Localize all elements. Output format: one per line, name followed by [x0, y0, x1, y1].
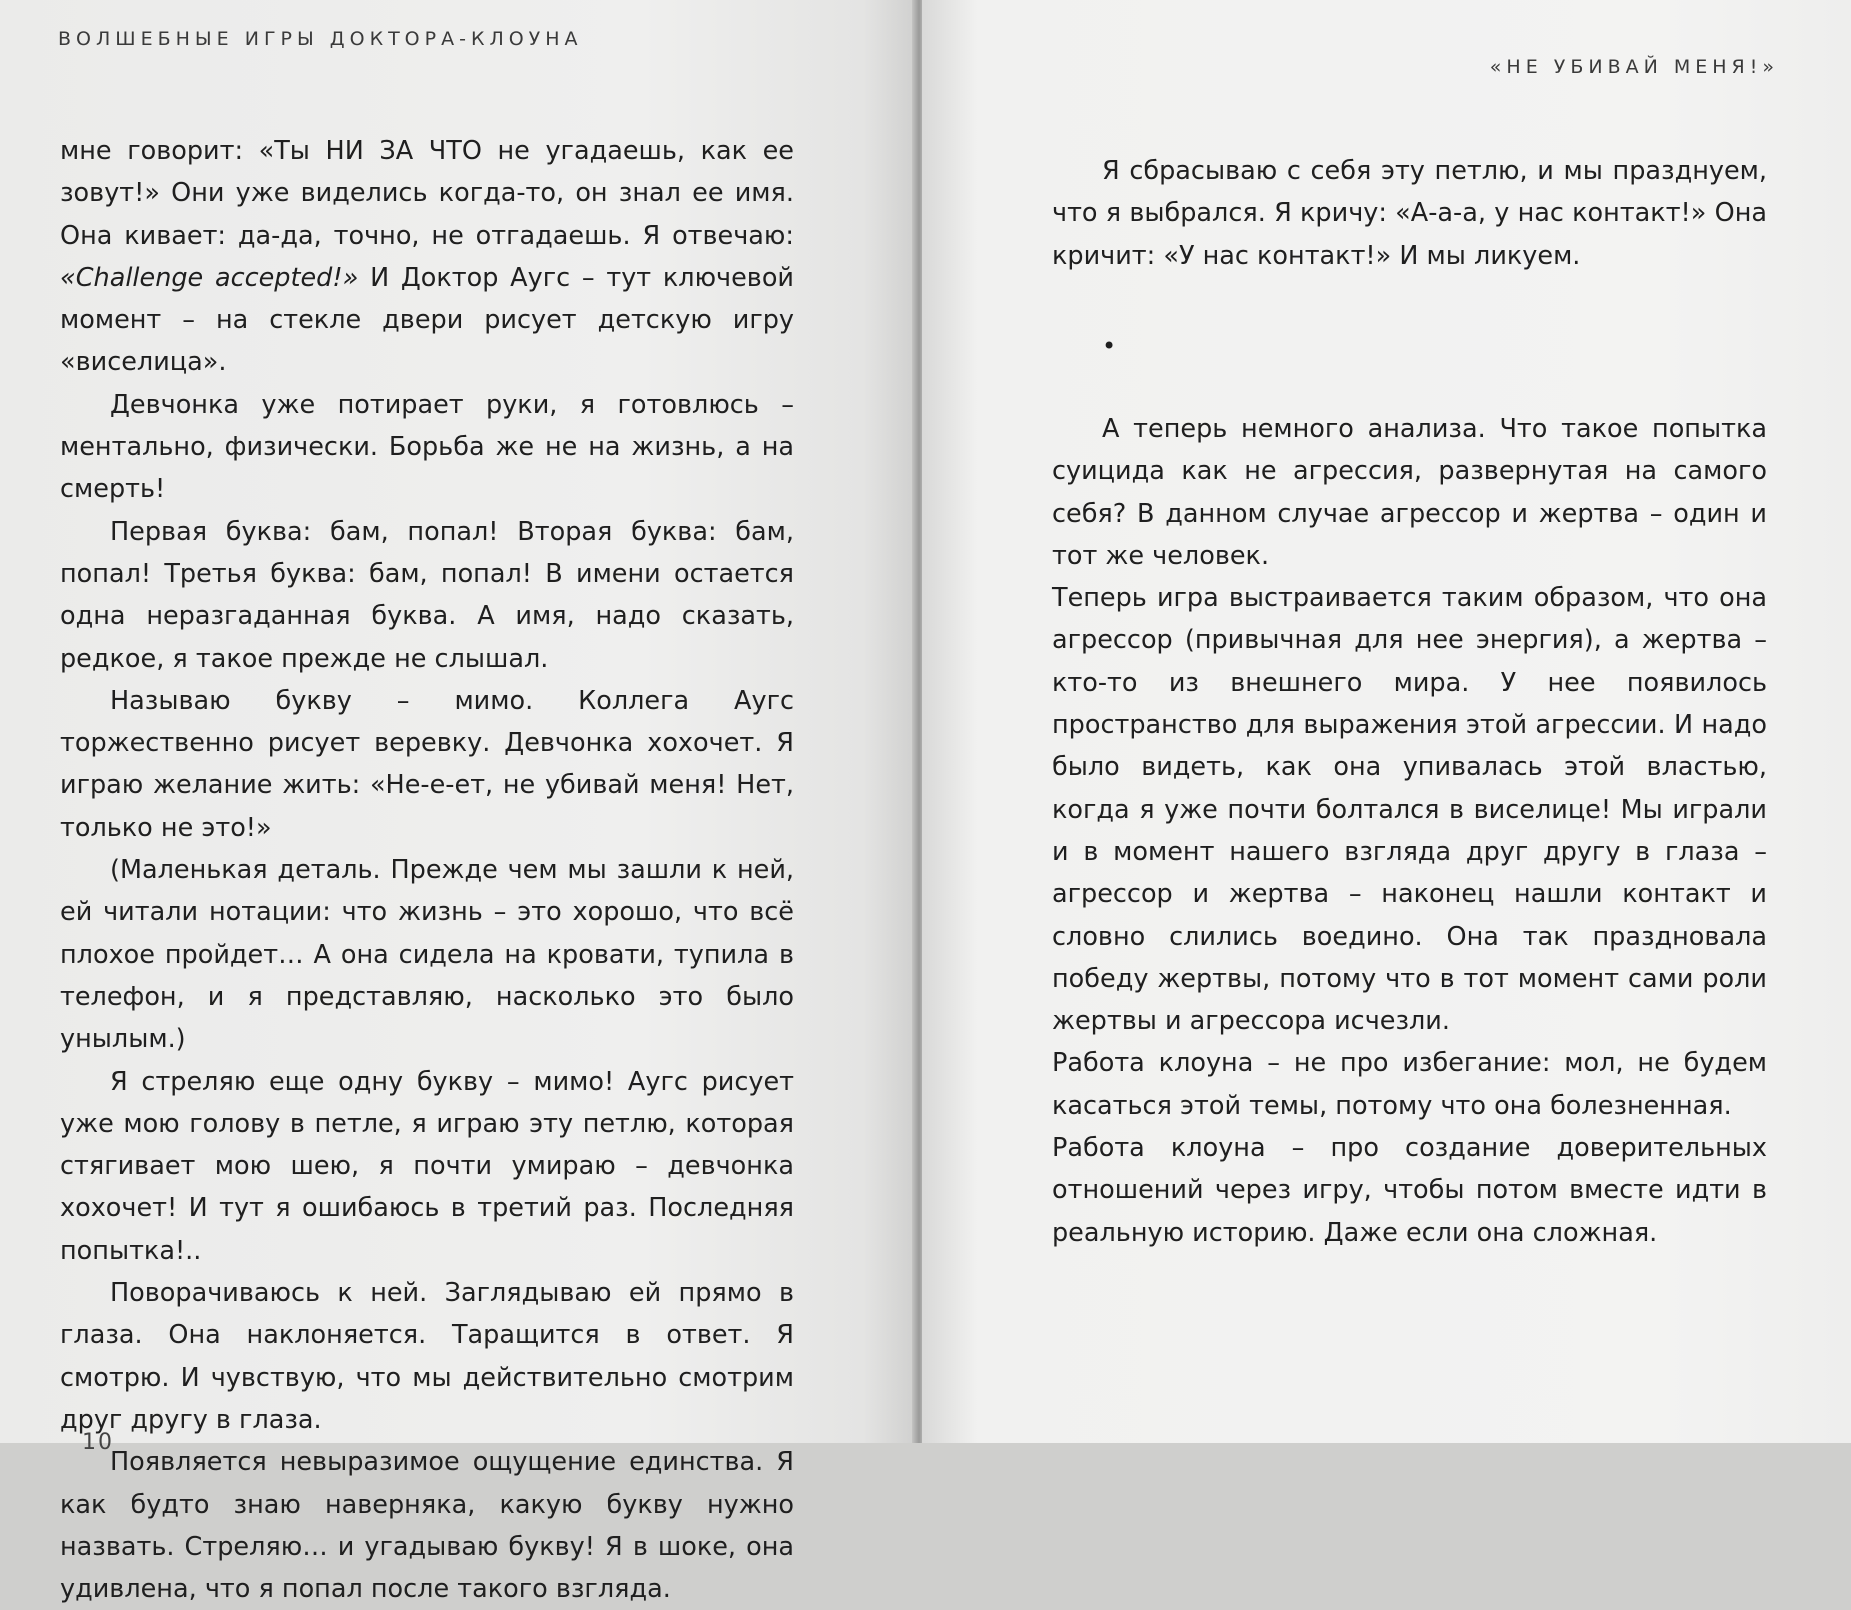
left-page-number: 10: [82, 1430, 114, 1455]
right-paragraph-2: Теперь игра выстраивается таким образом, что она агрессор (привычная для нее энергия), а жертва – кто-то из внешнего мира. У нее появилось пространство для выражения этой агрессии. И надо было видеть, как она упивалась этой властью, когда я уже почти болтался в виселице! Мы играли и в момент нашего взгляда друг другу в глаза – агрессор и жертва – наконец нашли контакт и словно слились воедино. Она так праздновала победу жертвы, потому что в тот момент сами роли жертвы и агрессора исчезли.: [1052, 583, 1767, 1037]
right-paragraph-1: А теперь немного анализа. Что такое попытка суицида как не агрессия, развернутая на самого себя? В данном случае агрессор и жертва – один и тот же человек.: [1052, 414, 1767, 571]
left-text-block: [60, 130, 794, 1610]
left-paragraph-1-part-1: мне говорит: «Ты НИ ЗА ЧТО не угадаешь, как ее зовут!» Они уже виделись когда-то, он знал ее имя. Она кивает: да-да, точно, не отгадаешь. Я отвечаю:: [60, 136, 794, 251]
section-bullet: •: [1102, 332, 1117, 360]
right-running-head: «НЕ УБИВАЙ МЕНЯ!»: [1489, 56, 1779, 78]
left-paragraph-6: Я стреляю еще одну букву – мимо! Аугс рисует уже мою голову в петле, я играю эту петлю, которая стягивает мою шею, я почти умираю – девчонка хохочет! И тут я ошибаюсь в третий раз. Последняя попытка!..: [60, 1066, 794, 1266]
left-paragraph-1: [60, 130, 794, 384]
left-paragraph-8: Появляется невыразимое ощущение единства. Я как будто знаю наверняка, какую букву нужно назвать. Стреляю… и угадываю букву! Я в шоке, она удивлена, что я попал после такого взгляда.: [60, 1447, 794, 1605]
left-paragraph-1-italic: «Challenge accepted!»: [60, 262, 359, 293]
left-running-head: ВОЛШЕБНЫЕ ИГРЫ ДОКТОРА-КЛОУНА: [58, 28, 583, 50]
right-paragraph-4: Работа клоуна – про создание доверительных отношений через игру, чтобы потом вместе идти в реальную историю. Даже если она сложная.: [1052, 1133, 1767, 1248]
right-paragraph-3: Работа клоуна – не про избегание: мол, не будем касаться этой темы, потому что она болезненная.: [1052, 1048, 1767, 1121]
left-paragraph-4: Называю букву – мимо. Коллега Аугс торжественно рисует веревку. Девчонка хохочет. Я играю желание жить: «Не-е-ет, не убивай меня! Нет, только не это!»: [60, 685, 794, 843]
right-page: [922, 0, 1851, 1443]
left-paragraph-7: Поворачиваюсь к ней. Заглядываю ей прямо в глаза. Она наклоняется. Таращится в ответ. Я смотрю. И чувствую, что мы действительно смотрим друг другу в глаза.: [60, 1278, 794, 1435]
right-paragraph-top: Я сбрасываю с себя эту петлю, и мы празднуем, что я выбрался. Я кричу: «А-а-а, у нас контакт!» Она кричит: «У нас контакт!» И мы ликуем.: [1052, 156, 1767, 271]
left-paragraph-1-part-3: И Доктор Аугс – тут ключевой момент – на стекле двери рисует детскую игру «виселица».: [60, 262, 794, 378]
right-analysis-text-block: [1052, 408, 1767, 1254]
left-paragraph-5: (Маленькая деталь. Прежде чем мы зашли к ней, ей читали нотации: что жизнь – это хорошо, что всё плохое пройдет… А она сидела на кровати, тупила в телефон, и я представляю, насколько это было унылым.): [60, 855, 794, 1055]
right-top-text-block: [1052, 150, 1767, 277]
left-paragraph-3: Первая буква: бам, попал! Вторая буква: бам, попал! Третья буква: бам, попал! В имени остается одна неразгаданная буква. А имя, надо сказать, редкое, я такое прежде не слышал.: [60, 516, 794, 674]
left-paragraph-2: Девчонка уже потирает руки, я готовлюсь – ментально, физически. Борьба же не на жизнь, а на смерть!: [60, 389, 794, 505]
left-page: [0, 0, 918, 1605]
